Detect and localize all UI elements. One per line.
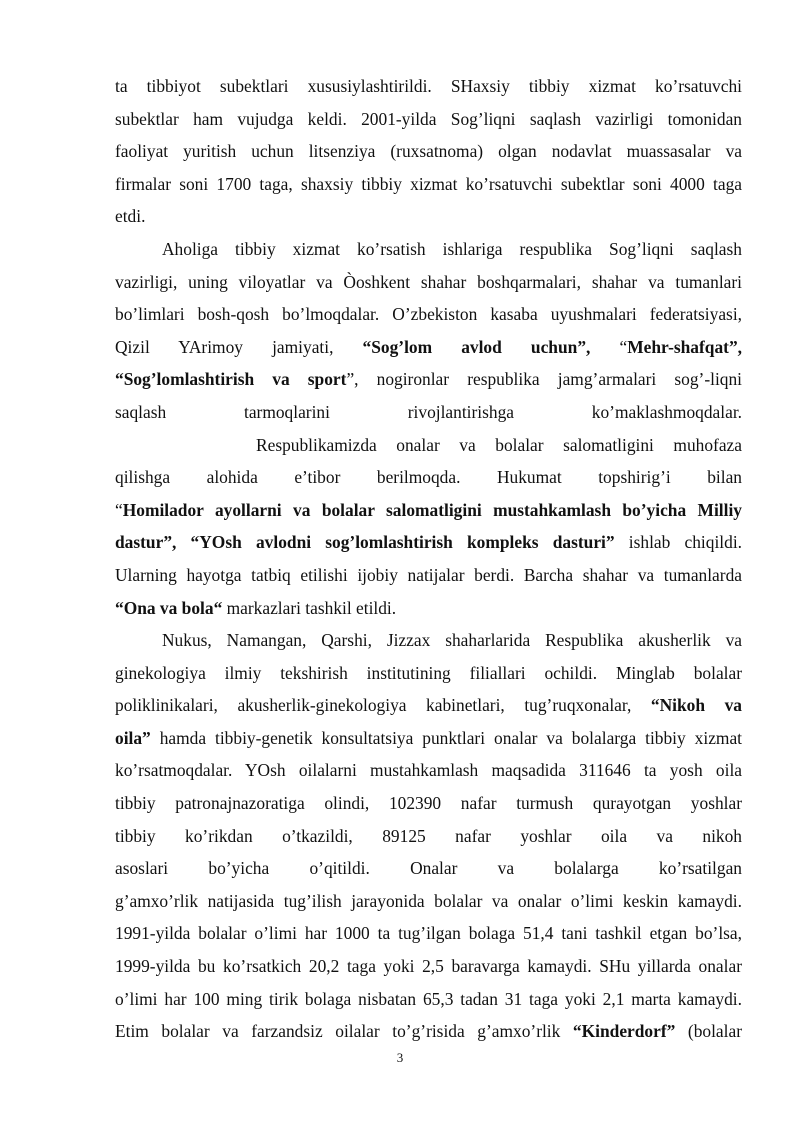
text-run: 1991-yilda bolalar o’limi har 1000 ta tug’ilgan bolaga 51,4 tani tashkil etgan bo’lsa, xyxy=(115,923,742,944)
text-run: o’limi har 100 ming tirik bolaga nisbatan 65,3 tadan 31 taga yoki 2,1 marta kamaydi. xyxy=(115,988,742,1009)
text-run: ishlab chiqildi. xyxy=(614,532,742,553)
text-run: tibbiy ko’rikdan o’tkazildi, 89125 nafar yoshlar oila va nikoh xyxy=(115,825,742,846)
paragraph-3 xyxy=(115,624,742,1048)
text-run-bold: “Sog’lom avlod uchun”, xyxy=(362,336,591,357)
text-run: “ xyxy=(115,499,123,520)
text-line xyxy=(115,103,742,136)
text-run: qilishga alohida e’tibor berilmoqda. Hukumat topshirig’i bilan xyxy=(115,467,742,488)
text-run: Ularning hayotga tatbiq etilishi ijobiy natijalar berdi. Barcha shahar va tumanlarda xyxy=(115,564,742,585)
text-line xyxy=(115,787,742,820)
text-line xyxy=(115,331,742,364)
text-run: asoslari bo’yicha o’qitildi. Onalar va bolalarga ko’rsatilgan xyxy=(115,858,742,879)
text-run: subektlar ham vujudga keldi. 2001-yilda Sog’liqni saqlash vazirligi tomonidan xyxy=(115,108,742,129)
text-line xyxy=(115,396,742,429)
text-line xyxy=(115,135,742,168)
paragraph-1 xyxy=(115,70,742,233)
text-run-bold: oila” xyxy=(115,727,151,748)
text-line xyxy=(115,298,742,331)
text-line xyxy=(115,689,742,722)
text-run-bold: “Sog’lomlashtirish va sport xyxy=(115,369,347,390)
text-run: Nukus, Namangan, Qarshi, Jizzax shaharlarida Respublika akusherlik va xyxy=(162,630,742,651)
text-line xyxy=(115,559,742,592)
text-run: Etim bolalar va farzandsiz oilalar to’g’risida g’amxo’rlik xyxy=(115,1021,573,1042)
text-run: ginekologiya ilmiy tekshirish institutining filiallari ochildi. Minglab bolalar xyxy=(115,662,742,683)
text-line xyxy=(115,233,742,266)
text-line xyxy=(115,624,742,657)
text-line xyxy=(115,429,742,462)
text-line xyxy=(115,657,742,690)
text-line xyxy=(115,526,742,559)
document-page xyxy=(115,70,742,1048)
text-line xyxy=(115,852,742,885)
text-line xyxy=(115,885,742,918)
text-run: ko’rsatmoqdalar. YOsh oilalarni mustahkamlash maqsadida 311646 ta yosh oila xyxy=(115,760,742,781)
text-line xyxy=(115,722,742,755)
text-line xyxy=(115,592,742,625)
text-run: bo’limlari bosh-qosh bo’lmoqdalar. O’zbekiston kasaba uyushmalari federatsiyasi, xyxy=(115,304,742,325)
text-run: ”, nogironlar respublika jamg’armalari sog’-liqni xyxy=(346,369,743,390)
text-line xyxy=(115,266,742,299)
text-run: vazirligi, uning viloyatlar va Òoshkent shahar boshqarmalari, shahar va tumanlari xyxy=(115,271,742,292)
text-line xyxy=(115,461,742,494)
text-line xyxy=(115,820,742,853)
text-run-bold: Homilador ayollarni va bolalar salomatligini mustahkamlash bo’yicha Milliy xyxy=(122,499,742,520)
text-run: firmalar soni 1700 taga, shaxsiy tibbiy xizmat ko’rsatuvchi subektlar soni 4000 taga xyxy=(115,173,742,194)
text-run: Aholiga tibbiy xizmat ko’rsatish ishlariga respublika Sog’liqni saqlash xyxy=(162,238,742,259)
page-number: 3 xyxy=(396,1050,404,1065)
text-line xyxy=(115,917,742,950)
text-run: tibbiy patronajnazoratiga olindi, 102390 nafar turmush qurayotgan yoshlar xyxy=(115,793,742,814)
text-run-bold: “Ona va bola“ xyxy=(115,597,223,618)
text-run: ta tibbiyot subektlari xususiylashtirildi. SHaxsiy tibbiy xizmat ko’rsatuvchi xyxy=(115,76,742,96)
text-line xyxy=(115,70,742,103)
text-run-bold: “Kinderdorf” xyxy=(572,1021,676,1042)
text-run: faoliyat yuritish uchun litsenziya (ruxsatnoma) olgan nodavlat muassasalar va xyxy=(115,141,742,162)
text-line xyxy=(115,983,742,1016)
text-run-bold: Mehr-shafqat”, xyxy=(627,336,742,357)
text-run: Qizil YArimoy jamiyati, xyxy=(115,336,363,357)
text-run: poliklinikalari, akusherlik-ginekologiya kabinetlari, tug’ruqxonalar, xyxy=(115,695,651,716)
text-line xyxy=(115,363,742,396)
text-run: saqlash tarmoqlarini rivojlantirishga ko’maklashmoqdalar. xyxy=(115,401,742,422)
text-run: (bolalar xyxy=(675,1021,742,1042)
text-run: hamda tibbiy-genetik konsultatsiya punktlari onalar va bolalarga tibbiy xizmat xyxy=(150,727,742,748)
text-run: Respublikamizda onalar va bolalar salomatligini muhofaza xyxy=(256,434,742,455)
text-run: markazlari tashkil etildi. xyxy=(222,597,397,618)
text-run: “ xyxy=(590,336,628,357)
text-run: g’amxo’rlik natijasida tug’ilish jarayonida bolalar va onalar o’limi keskin kamaydi. xyxy=(115,890,742,911)
text-run: 1999-yilda bu ko’rsatkich 20,2 taga yoki 2,5 baravarga kamaydi. SHu yillarda onalar xyxy=(115,956,742,977)
text-line xyxy=(115,754,742,787)
text-line xyxy=(115,950,742,983)
paragraph-2 xyxy=(115,233,742,624)
text-line xyxy=(115,494,742,527)
text-line xyxy=(115,1015,742,1048)
text-run: etdi. xyxy=(115,206,146,227)
text-run-bold: “Nikoh va xyxy=(650,695,742,716)
text-run-bold: dastur”, “YOsh avlodni sog’lomlashtirish kompleks dasturi” xyxy=(115,532,615,553)
text-line xyxy=(115,200,742,233)
text-line xyxy=(115,168,742,201)
